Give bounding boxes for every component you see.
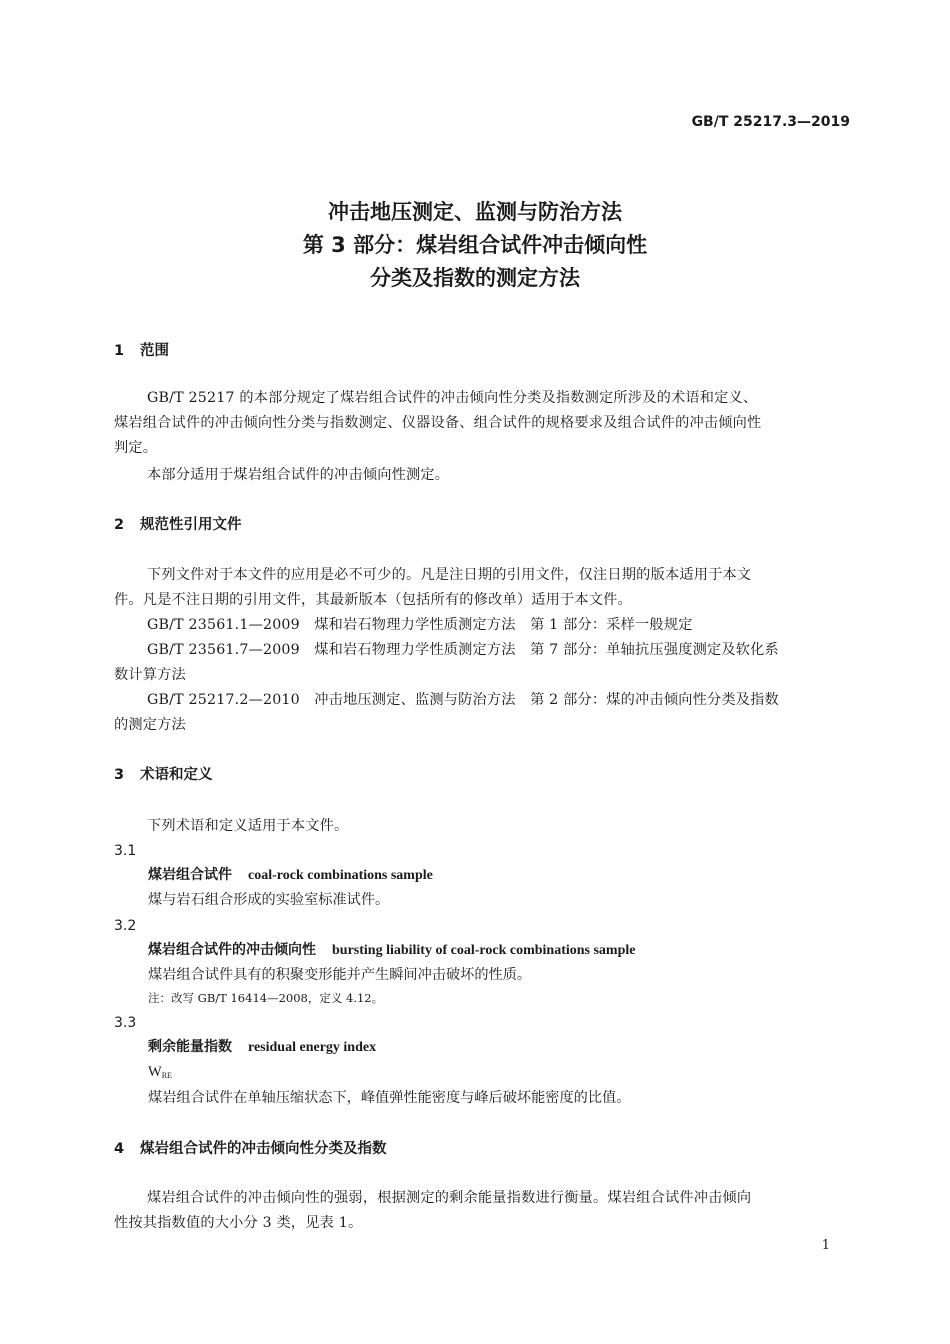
- term-entry: [148, 864, 433, 887]
- term-number: 3.1: [114, 843, 137, 859]
- document-title-line-2: 第 3 部分：煤岩组合试件冲击倾向性: [302, 233, 648, 257]
- term-chinese: 剩余能量指数: [148, 1039, 232, 1055]
- term-number: 3.2: [114, 918, 137, 934]
- section-1-paragraph-1: [114, 386, 850, 461]
- paragraph-line: 判定。: [114, 440, 158, 456]
- paragraph-line: 本部分适用于煤岩组合试件的冲击倾向性测定。: [147, 467, 450, 483]
- term-english: bursting liability of coal-rock combinations sample: [332, 943, 636, 958]
- section-title: 规范性引用文件: [140, 517, 242, 533]
- paragraph-line: 煤岩组合试件的冲击倾向性分类与指数测定、仪器设备、组合试件的规格要求及组合试件的冲击倾向性: [114, 415, 762, 431]
- term-note: 注：改写 GB/T 16414—2008，定义 4.12。: [148, 991, 384, 1005]
- reference-line: GB/T 23561.7—2009 煤和岩石物理力学性质测定方法 第 7 部分：单轴抗压强度测定及软化系: [147, 642, 779, 658]
- term-definition: 煤岩组合试件具有的积聚变形能并产生瞬间冲击破坏的性质。: [148, 967, 532, 983]
- section-number: 2: [114, 517, 125, 533]
- symbol-subscript: RE: [161, 1071, 172, 1080]
- paragraph-line: GB/T 25217 的本部分规定了煤岩组合试件的冲击倾向性分类及指数测定所涉及的术语和定义、: [147, 390, 758, 406]
- section-number: 1: [114, 343, 125, 359]
- document-title-line-1: 冲击地压测定、监测与防治方法: [328, 200, 622, 224]
- term-definition: 煤与岩石组合形成的实验室标准试件。: [148, 892, 390, 908]
- section-2-intro: [114, 563, 850, 613]
- term-english: residual energy index: [248, 1040, 377, 1055]
- standard-code: GB/T 25217.3—2019: [691, 114, 850, 130]
- page-number: 1: [821, 1238, 830, 1253]
- reference-line: 数计算方法: [114, 667, 186, 683]
- term-number: 3.3: [114, 1015, 137, 1031]
- section-number: 4: [114, 1141, 125, 1157]
- section-title: 煤岩组合试件的冲击倾向性分类及指数: [140, 1141, 387, 1157]
- term-entry: [148, 1036, 376, 1059]
- term-chinese: 煤岩组合试件: [148, 867, 232, 883]
- section-title: 范围: [140, 343, 169, 359]
- normative-reference: [114, 613, 850, 638]
- term-symbol: [148, 1061, 172, 1087]
- term-entry: [148, 939, 635, 962]
- paragraph-line: 性按其指数值的大小分 3 类，见表 1。: [114, 1215, 363, 1231]
- document-title-line-3: 分类及指数的测定方法: [370, 266, 580, 290]
- paragraph-line: 件。凡是不注日期的引用文件，其最新版本（包括所有的修改单）适用于本文件。: [114, 592, 632, 608]
- section-4-paragraph: [114, 1186, 850, 1236]
- reference-line: GB/T 25217.2—2010 冲击地压测定、监测与防治方法 第 2 部分：煤的冲击倾向性分类及指数: [147, 692, 779, 708]
- term-english: coal-rock combinations sample: [248, 868, 433, 883]
- section-2-heading: [114, 514, 242, 536]
- reference-line: 的测定方法: [114, 717, 186, 733]
- term-definition: 煤岩组合试件在单轴压缩状态下，峰值弹性能密度与峰后破坏能密度的比值。: [148, 1090, 631, 1106]
- reference-line: GB/T 23561.1—2009 煤和岩石物理力学性质测定方法 第 1 部分：采样一般规定: [147, 617, 693, 633]
- paragraph-line: 下列术语和定义适用于本文件。: [147, 818, 349, 834]
- paragraph-line: 下列文件对于本文件的应用是必不可少的。凡是注日期的引用文件，仅注日期的版本适用于本文: [147, 567, 752, 583]
- normative-reference: [114, 638, 850, 688]
- section-1-paragraph-2: [114, 463, 850, 488]
- section-3-intro: [114, 814, 850, 839]
- normative-reference: [114, 688, 850, 738]
- paragraph-line: 煤岩组合试件的冲击倾向性的强弱，根据测定的剩余能量指数进行衡量。煤岩组合试件冲击倾向: [147, 1190, 752, 1206]
- section-title: 术语和定义: [140, 767, 213, 783]
- symbol-letter: W: [148, 1064, 162, 1080]
- term-chinese: 煤岩组合试件的冲击倾向性: [148, 942, 316, 958]
- section-4-heading: [114, 1138, 387, 1160]
- section-1-heading: [114, 340, 169, 362]
- section-3-heading: [114, 764, 213, 786]
- section-number: 3: [114, 767, 125, 783]
